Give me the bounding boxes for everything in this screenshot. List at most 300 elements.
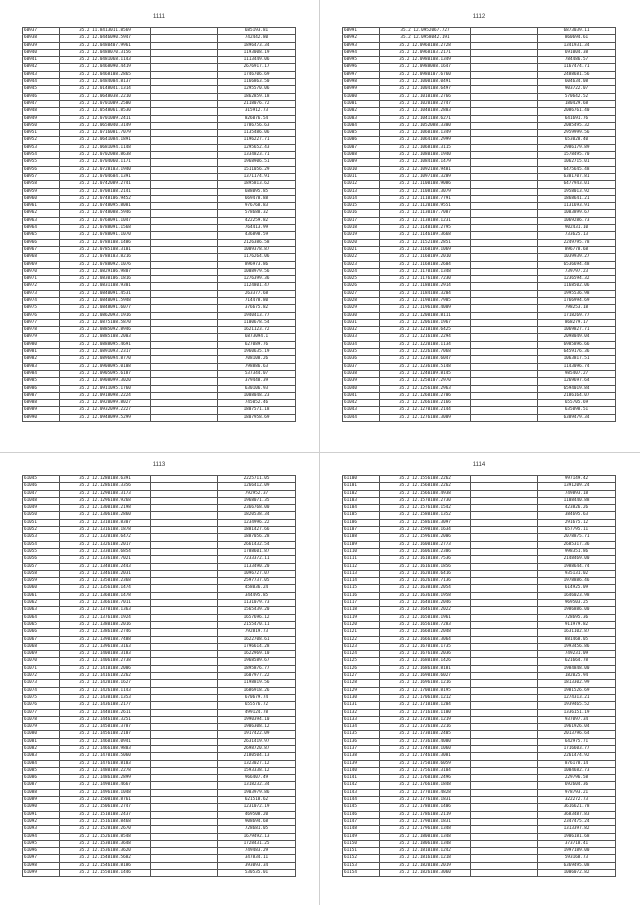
table-row xyxy=(343,548,616,555)
coordinate-cell: 35.2 12.1146109.3668 xyxy=(380,232,471,239)
coordinate-cell: 35.2 12.0885092.8946 xyxy=(60,327,151,334)
point-id-cell: 61149 xyxy=(343,833,380,840)
table-row xyxy=(343,49,616,56)
point-id-cell: 61001 xyxy=(343,100,380,107)
coordinate-cell: 35.2 12.1816108.1218 xyxy=(380,855,471,862)
table-row xyxy=(343,789,616,796)
value-cell: 1008979.56 xyxy=(218,268,296,275)
coordinate-cell: 35.2 12.1041108.6271 xyxy=(380,115,471,122)
point-id-cell: 60951 xyxy=(23,130,60,137)
table-row xyxy=(23,71,296,78)
empty-cell xyxy=(151,665,218,672)
point-id-cell: 60988 xyxy=(23,400,60,407)
table-row xyxy=(343,195,616,202)
table-row xyxy=(343,130,616,137)
empty-cell xyxy=(151,232,218,239)
table-row xyxy=(23,497,296,504)
value-cell: 1958013.92 xyxy=(538,188,616,195)
point-id-cell: 61040 xyxy=(343,385,380,392)
value-cell: 384695.63 xyxy=(538,512,616,519)
point-id-cell: 61035 xyxy=(343,349,380,356)
empty-cell xyxy=(151,789,218,796)
table-row xyxy=(343,42,616,49)
coordinate-cell: 35.2 12.1236108.5148 xyxy=(380,363,471,370)
point-id-cell: 61087 xyxy=(23,782,60,789)
empty-cell xyxy=(471,115,538,122)
table-row xyxy=(23,490,296,497)
empty-cell xyxy=(151,797,218,804)
table-row xyxy=(23,28,296,35)
coordinate-cell: 35.2 12.0920099.8027 xyxy=(60,400,151,407)
empty-cell xyxy=(471,283,538,290)
value-cell: 630106.93 xyxy=(218,385,296,392)
empty-cell xyxy=(471,673,538,680)
table-row xyxy=(23,855,296,862)
value-cell: 537344.07 xyxy=(218,370,296,377)
empty-cell xyxy=(151,643,218,650)
coordinate-cell: 35.2 12.1510108.2437 xyxy=(60,811,151,818)
point-id-cell: 61076 xyxy=(23,702,60,709)
point-id-cell: 61110 xyxy=(343,548,380,555)
empty-cell xyxy=(471,64,538,71)
coordinate-cell: 35.2 12.1540108.5682 xyxy=(60,855,151,862)
empty-cell xyxy=(471,797,538,804)
empty-cell xyxy=(151,527,218,534)
value-cell: 1968071.35 xyxy=(218,497,296,504)
empty-cell xyxy=(471,870,538,877)
table-row xyxy=(23,159,296,166)
empty-cell xyxy=(471,341,538,348)
point-id-cell: 61009 xyxy=(343,159,380,166)
value-cell: 976768.83 xyxy=(218,203,296,210)
empty-cell xyxy=(151,159,218,166)
table-row xyxy=(343,848,616,855)
value-cell: 1716603.77 xyxy=(538,745,616,752)
empty-cell xyxy=(151,848,218,855)
empty-cell xyxy=(151,578,218,585)
value-cell: 2366768.00 xyxy=(218,505,296,512)
value-cell: 1593338.12 xyxy=(218,767,296,774)
value-cell: 657795.11 xyxy=(538,527,616,534)
table-row xyxy=(343,680,616,687)
point-id-cell: 60959 xyxy=(23,188,60,195)
table-row xyxy=(23,636,296,643)
empty-cell xyxy=(151,407,218,414)
value-cell: 1622969.10 xyxy=(218,651,296,658)
empty-cell xyxy=(151,818,218,825)
coordinate-cell: 35.2 12.1516108.8468 xyxy=(60,818,151,825)
table-row xyxy=(23,512,296,519)
empty-cell xyxy=(471,49,538,56)
empty-cell xyxy=(151,505,218,512)
table-row xyxy=(23,283,296,290)
coordinate-cell: 35.2 12.1184108.3204 xyxy=(380,290,471,297)
point-id-cell: 61120 xyxy=(343,621,380,628)
table-row xyxy=(343,378,616,385)
table-row xyxy=(343,811,616,818)
empty-cell xyxy=(471,651,538,658)
point-id-cell: 61014 xyxy=(343,195,380,202)
coordinate-cell: 35.2 12.0862093.1916 xyxy=(60,312,151,319)
value-cell: 1096727.07 xyxy=(218,570,296,577)
table-row xyxy=(23,93,296,100)
table-row xyxy=(343,290,616,297)
table-row xyxy=(343,334,616,341)
empty-cell xyxy=(151,327,218,334)
empty-cell xyxy=(151,392,218,399)
value-cell: 1269697.64 xyxy=(538,378,616,385)
empty-cell xyxy=(471,687,538,694)
value-cell: 1961926.04 xyxy=(538,724,616,731)
value-cell: 1004682.73 xyxy=(538,767,616,774)
value-cell: 2186164.07 xyxy=(538,392,616,399)
value-cell: 1657696.12 xyxy=(218,614,296,621)
coordinate-cell: 35.2 12.1486108.2899 xyxy=(60,775,151,782)
table-row xyxy=(343,64,616,71)
value-cell: 1274313.21 xyxy=(538,694,616,701)
coordinate-cell: 35.2 12.1010108.2766 xyxy=(380,93,471,100)
coordinate-cell: 35.2 12.1646108.2022 xyxy=(380,607,471,614)
coordinate-cell: 35.2 12.1190108.7905 xyxy=(380,297,471,304)
coordinate-cell: 35.2 12.1296108.9268 xyxy=(60,497,151,504)
value-cell: 1813302.99 xyxy=(538,680,616,687)
table-row xyxy=(343,651,616,658)
value-cell: 458036.24 xyxy=(218,585,296,592)
point-id-cell: 61150 xyxy=(343,840,380,847)
coordinate-cell: 35.2 12.1176108.7230 xyxy=(380,276,471,283)
point-id-cell: 61114 xyxy=(343,578,380,585)
coordinate-cell: 35.2 12.1520108.2670 xyxy=(60,826,151,833)
empty-cell xyxy=(471,658,538,665)
point-id-cell: 61031 xyxy=(343,319,380,326)
table-row xyxy=(23,42,296,49)
empty-cell xyxy=(151,356,218,363)
point-id-cell: 60990 xyxy=(23,414,60,421)
value-cell: 728681.05 xyxy=(218,826,296,833)
value-cell: 1981526.69 xyxy=(538,687,616,694)
empty-cell xyxy=(471,297,538,304)
value-cell: 3616621.78 xyxy=(538,804,616,811)
table-row xyxy=(343,804,616,811)
coordinate-cell: 35.2 12.1320108.6472 xyxy=(60,534,151,541)
point-id-cell: 61077 xyxy=(23,709,60,716)
value-cell: 868279.17 xyxy=(538,319,616,326)
point-id-cell: 61121 xyxy=(343,629,380,636)
point-id-cell: 61061 xyxy=(23,592,60,599)
value-cell: 6475645.48 xyxy=(538,166,616,173)
empty-cell xyxy=(471,702,538,709)
value-cell: 1807571.18 xyxy=(218,407,296,414)
empty-cell xyxy=(151,636,218,643)
empty-cell xyxy=(471,745,538,752)
value-cell: 436898.59 xyxy=(218,232,296,239)
value-cell: 1906181.68 xyxy=(538,833,616,840)
point-id-cell: 61154 xyxy=(343,870,380,877)
empty-cell xyxy=(151,870,218,877)
empty-cell xyxy=(471,760,538,767)
value-cell: 376675.82 xyxy=(218,305,296,312)
value-cell: 1906308.12 xyxy=(218,724,296,731)
coordinate-cell: 35.2 12.1200108.8111 xyxy=(380,312,471,319)
point-id-cell: 61151 xyxy=(343,848,380,855)
table-row xyxy=(23,643,296,650)
point-id-cell: 60942 xyxy=(23,64,60,71)
empty-cell xyxy=(471,731,538,738)
value-cell: 1622708.61 xyxy=(218,636,296,643)
table-row xyxy=(23,349,296,356)
value-cell: 749231.09 xyxy=(538,651,616,658)
value-cell: 2085495.32 xyxy=(538,122,616,129)
point-id-cell: 61030 xyxy=(343,312,380,319)
coordinate-cell: 35.2 12.1676108.2036 xyxy=(380,651,471,658)
table-row xyxy=(23,392,296,399)
coordinate-cell: 35.2 12.0785108.3101 xyxy=(60,246,151,253)
empty-cell xyxy=(151,585,218,592)
point-id-cell: 61058 xyxy=(23,570,60,577)
value-cell: 1006072.82 xyxy=(538,870,616,877)
table-row xyxy=(343,818,616,825)
table-row xyxy=(23,797,296,804)
value-cell: 745052.46 xyxy=(218,400,296,407)
coordinate-cell: 35.2 12.1626108.7136 xyxy=(380,578,471,585)
empty-cell xyxy=(151,694,218,701)
empty-cell xyxy=(151,312,218,319)
coordinate-cell: 35.2 12.1138108.1231 xyxy=(380,217,471,224)
point-id-cell: 61091 xyxy=(23,811,60,818)
point-id-cell: 60967 xyxy=(23,246,60,253)
table-row xyxy=(343,797,616,804)
empty-cell xyxy=(471,563,538,570)
empty-cell xyxy=(151,93,218,100)
point-id-cell: 61117 xyxy=(343,600,380,607)
value-cell: 1193008.19 xyxy=(218,49,296,56)
table-row xyxy=(23,181,296,188)
empty-cell xyxy=(151,716,218,723)
value-cell: 1069827.71 xyxy=(538,327,616,334)
value-cell: 669478.88 xyxy=(218,195,296,202)
coordinate-cell: 35.2 12.1590108.1634 xyxy=(380,527,471,534)
empty-cell xyxy=(151,225,218,232)
value-cell: 896973.86 xyxy=(218,261,296,268)
value-cell: 6389479.34 xyxy=(538,414,616,421)
table-row xyxy=(343,407,616,414)
coordinate-cell: 35.2 12.1366108.7011 xyxy=(60,600,151,607)
empty-cell xyxy=(151,709,218,716)
empty-cell xyxy=(471,709,538,716)
empty-cell xyxy=(471,327,538,334)
point-id-cell: 61019 xyxy=(343,232,380,239)
point-id-cell: 61068 xyxy=(23,643,60,650)
coordinate-cell: 35.2 12.0728103.1940 xyxy=(60,166,151,173)
point-id-cell: 61090 xyxy=(23,804,60,811)
coordinate-cell: 35.2 12.0960108.2728 xyxy=(380,42,471,49)
point-id-cell: 60941 xyxy=(23,57,60,64)
table-row xyxy=(23,130,296,137)
coordinate-cell: 35.2 12.1276108.3009 xyxy=(380,414,471,421)
value-cell: 1108440.88 xyxy=(538,497,616,504)
coordinate-cell: 35.2 12.1216108.2294 xyxy=(380,334,471,341)
coordinate-cell: 35.2 12.1356108.1474 xyxy=(60,585,151,592)
coordinate-cell: 35.2 12.0716081.7079 xyxy=(60,130,151,137)
point-id-cell: 61098 xyxy=(23,862,60,869)
table-row xyxy=(343,122,616,129)
coordinate-cell: 35.2 12.1616108.1856 xyxy=(380,563,471,570)
table-row xyxy=(23,108,296,115)
table-row xyxy=(343,188,616,195)
table-row xyxy=(23,483,296,490)
point-id-cell: 61106 xyxy=(343,519,380,526)
empty-cell xyxy=(471,312,538,319)
coordinate-cell: 35.2 12.1700108.8195 xyxy=(380,687,471,694)
table-row xyxy=(343,392,616,399)
empty-cell xyxy=(151,702,218,709)
empty-cell xyxy=(471,392,538,399)
value-cell: 627089.76 xyxy=(218,341,296,348)
value-cell: 1313397.82 xyxy=(538,826,616,833)
point-id-cell: 60956 xyxy=(23,166,60,173)
table-row xyxy=(23,225,296,232)
coordinate-cell: 35.2 12.1596108.2006 xyxy=(380,534,471,541)
table-row xyxy=(343,225,616,232)
table-row xyxy=(23,862,296,869)
coordinate-cell: 35.2 12.0701009.2411 xyxy=(60,115,151,122)
empty-cell xyxy=(471,188,538,195)
value-cell: 1895813.62 xyxy=(218,181,296,188)
table-row xyxy=(23,680,296,687)
value-cell: 1993456.86 xyxy=(538,643,616,650)
value-cell: 1295570.06 xyxy=(218,86,296,93)
point-id-cell: 61099 xyxy=(23,870,60,877)
point-id-cell: 61041 xyxy=(343,392,380,399)
empty-cell xyxy=(471,195,538,202)
value-cell: 998351.86 xyxy=(538,548,616,555)
value-cell: 1276399.36 xyxy=(218,276,296,283)
coordinate-cell: 35.2 12.1786108.2119 xyxy=(380,811,471,818)
table-row xyxy=(23,188,296,195)
coordinate-cell: 35.2 12.1350108.2368 xyxy=(60,578,151,585)
point-id-cell: 61060 xyxy=(23,585,60,592)
empty-cell xyxy=(471,290,538,297)
point-id-cell: 61153 xyxy=(343,862,380,869)
coordinate-cell: 35.2 12.1240109.8145 xyxy=(380,370,471,377)
table-row xyxy=(343,687,616,694)
point-id-cell: 61095 xyxy=(23,840,60,847)
empty-cell xyxy=(471,239,538,246)
table-row xyxy=(23,57,296,64)
value-cell: 291675.12 xyxy=(538,519,616,526)
table-row xyxy=(23,745,296,752)
point-id-cell: 61086 xyxy=(23,775,60,782)
empty-cell xyxy=(151,753,218,760)
coordinate-cell: 35.2 12.1420108.1627 xyxy=(60,680,151,687)
empty-cell xyxy=(151,334,218,341)
coordinate-cell: 35.2 12.1180108.2914 xyxy=(380,283,471,290)
value-cell: 742442.80 xyxy=(218,35,296,42)
coordinate-cell: 35.2 12.1250107.2970 xyxy=(380,378,471,385)
empty-cell xyxy=(471,225,538,232)
table-row xyxy=(23,870,296,877)
coordinate-cell: 35.2 12.1386108.2746 xyxy=(60,629,151,636)
point-id-cell: 60960 xyxy=(23,195,60,202)
value-cell: 1621123.72 xyxy=(218,327,296,334)
table-row xyxy=(343,826,616,833)
value-cell: 903722.07 xyxy=(538,86,616,93)
empty-cell xyxy=(151,563,218,570)
empty-cell xyxy=(151,137,218,144)
point-id-cell: 60982 xyxy=(23,356,60,363)
point-id-cell: 61081 xyxy=(23,738,60,745)
point-id-cell: 61046 xyxy=(23,483,60,490)
coordinate-cell: 35.2 12.1680108.1426 xyxy=(380,658,471,665)
table-row xyxy=(23,254,296,261)
value-cell: 614925.09 xyxy=(538,585,616,592)
table-row xyxy=(23,804,296,811)
coordinate-cell: 35.2 12.1100108.9086 xyxy=(380,181,471,188)
point-id-cell: 61020 xyxy=(343,239,380,246)
coordinate-cell: 35.2 12.1466108.9803 xyxy=(60,745,151,752)
coordinate-cell: 35.2 12.1170108.1348 xyxy=(380,268,471,275)
table-row xyxy=(23,407,296,414)
point-id-cell: 61085 xyxy=(23,767,60,774)
point-id-cell: 61125 xyxy=(343,658,380,665)
point-id-cell: 61047 xyxy=(23,490,60,497)
value-cell: 902431.10 xyxy=(538,225,616,232)
table-row xyxy=(23,694,296,701)
point-id-cell: 61055 xyxy=(23,548,60,555)
table-row xyxy=(343,181,616,188)
table-row xyxy=(343,760,616,767)
point-id-cell: 61093 xyxy=(23,826,60,833)
coordinate-cell: 35.2 12.1084108.1479 xyxy=(380,159,471,166)
value-cell: 692604.36 xyxy=(538,782,616,789)
coordinate-cell: 35.2 12.1450108.3787 xyxy=(60,724,151,731)
value-cell: 739797.23 xyxy=(538,268,616,275)
coordinate-cell: 35.2 12.1736108.4000 xyxy=(380,738,471,745)
point-id-cell: 60993 xyxy=(343,42,380,49)
coordinate-cell: 35.2 12.1300108.2198 xyxy=(60,505,151,512)
empty-cell xyxy=(471,173,538,180)
value-cell: 1334823.71 xyxy=(218,152,296,159)
value-cell: 1978886.46 xyxy=(538,578,616,585)
value-cell: 315912.73 xyxy=(218,108,296,115)
value-cell: 1371174.91 xyxy=(218,173,296,180)
value-cell: 347834.11 xyxy=(218,855,296,862)
value-cell: 2086761.40 xyxy=(538,108,616,115)
table-row xyxy=(23,651,296,658)
point-id-cell: 61008 xyxy=(343,152,380,159)
point-id-cell: 61129 xyxy=(343,687,380,694)
point-id-cell: 61067 xyxy=(23,636,60,643)
coordinate-cell: 35.2 12.1360108.1478 xyxy=(60,592,151,599)
coordinate-cell: 35.2 12.1776108.1831 xyxy=(380,797,471,804)
coordinate-cell: 35.2 12.0468108.2865 xyxy=(60,71,151,78)
value-cell: 792952.37 xyxy=(218,490,296,497)
coordinate-cell: 35.2 12.0896094.8770 xyxy=(60,356,151,363)
point-id-cell: 60946 xyxy=(23,93,60,100)
empty-cell xyxy=(471,534,538,541)
coordinate-cell: 35.2 12.1610108.7536 xyxy=(380,556,471,563)
empty-cell xyxy=(151,166,218,173)
empty-cell xyxy=(471,152,538,159)
point-id-cell: 61000 xyxy=(343,93,380,100)
table-row xyxy=(343,137,616,144)
table-row xyxy=(343,159,616,166)
value-cell: 570642.52 xyxy=(538,93,616,100)
coordinate-cell: 35.2 12.1406108.2738 xyxy=(60,658,151,665)
coordinate-cell: 35.2 12.0980108.1349 xyxy=(380,57,471,64)
point-id-cell: 61033 xyxy=(343,334,380,341)
coordinate-cell: 35.2 12.1670108.1735 xyxy=(380,643,471,650)
